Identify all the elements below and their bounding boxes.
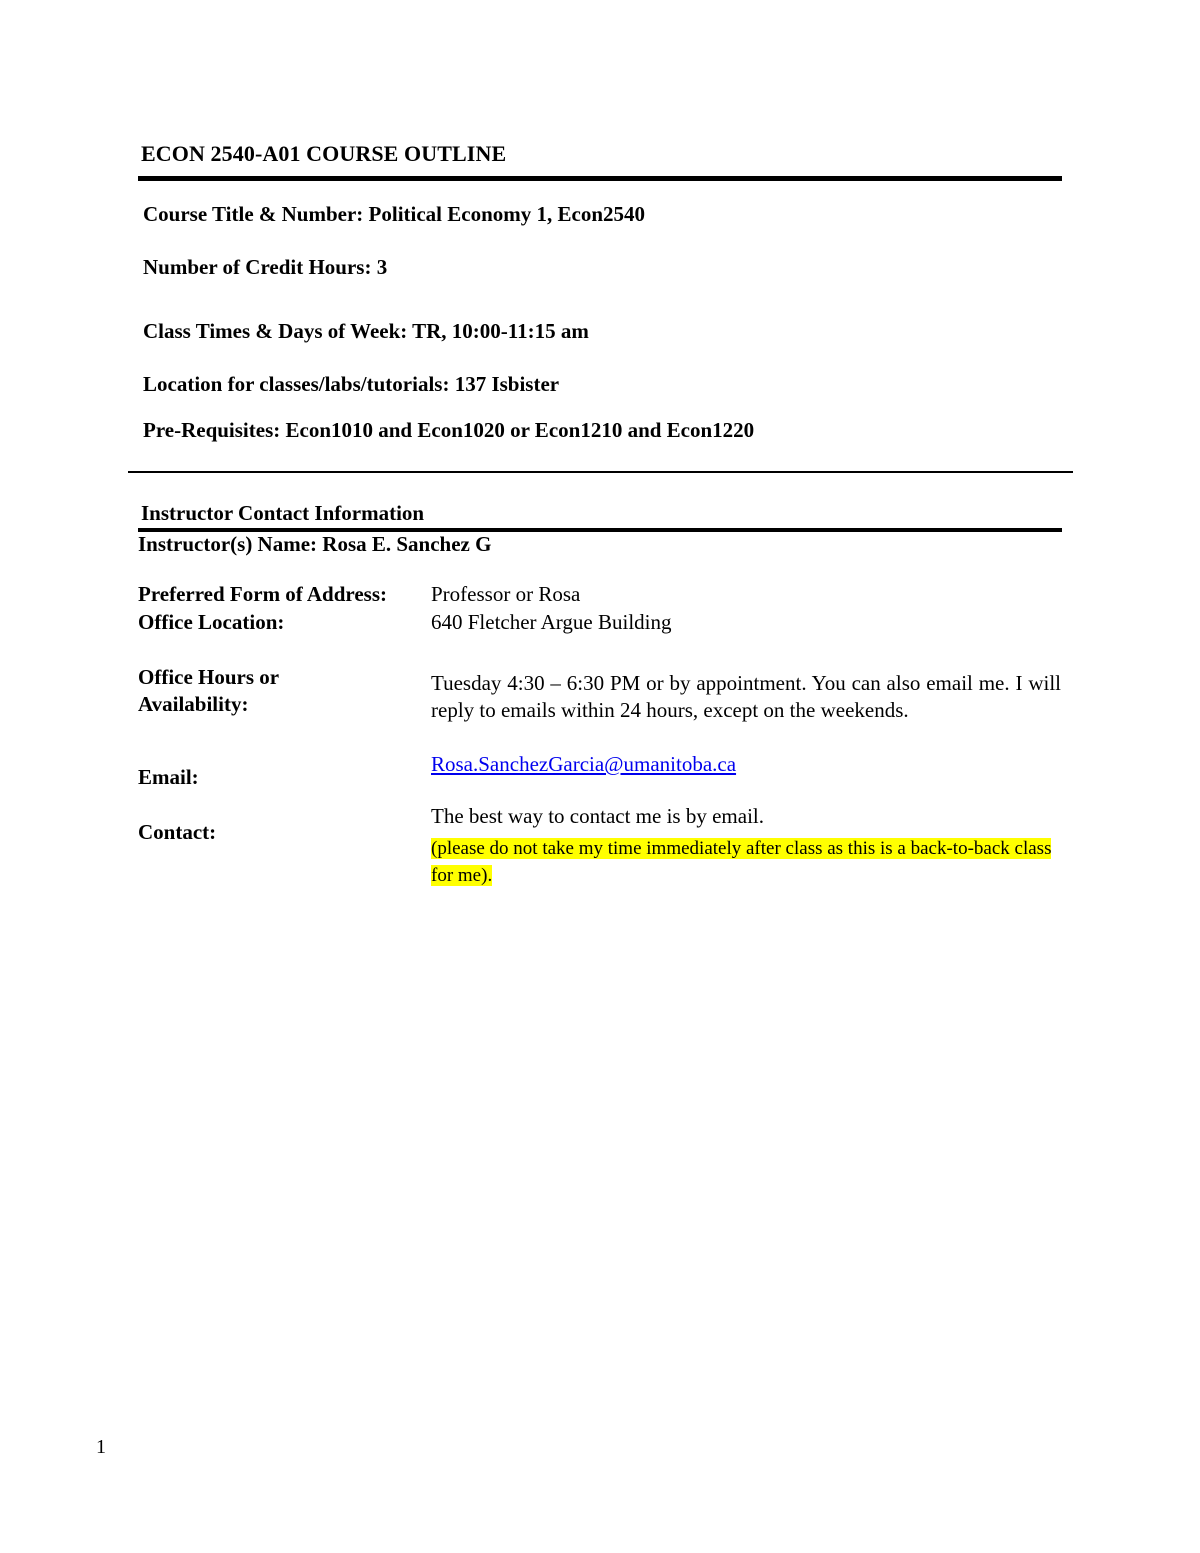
address-label: Preferred Form of Address: xyxy=(138,582,388,606)
email-label: Email: xyxy=(138,765,199,789)
course-title-line: Course Title & Number: Political Economy 1, Econ2540 xyxy=(143,202,646,226)
title-rule xyxy=(138,176,1062,181)
hours-label-line1: Office Hours or xyxy=(138,665,280,689)
hours-label-line2: Availability: xyxy=(138,692,249,716)
page-number: 1 xyxy=(96,1436,106,1458)
email-link[interactable]: Rosa.SanchezGarcia@umanitoba.ca xyxy=(431,752,737,776)
class-times-line: Class Times & Days of Week: TR, 10:00-11:15 am xyxy=(143,319,589,343)
address-value: Professor or Rosa xyxy=(431,582,581,606)
office-label: Office Location: xyxy=(138,610,285,634)
contact-label: Contact: xyxy=(138,820,217,844)
contact-note xyxy=(431,835,1056,889)
credit-hours-line: Number of Credit Hours: 3 xyxy=(143,255,388,279)
document-title: ECON 2540-A01 COURSE OUTLINE xyxy=(141,141,507,166)
hours-value: Tuesday 4:30 – 6:30 PM or by appointment. You can also email me. I will reply to emails within 24 hours, except on the weekends. xyxy=(431,671,1061,722)
instructor-section-heading: Instructor Contact Information xyxy=(141,501,425,525)
instructor-name-line: Instructor(s) Name: Rosa E. Sanchez G xyxy=(138,532,492,556)
section-divider xyxy=(128,471,1073,473)
email-value[interactable] xyxy=(431,751,736,778)
contact-value: The best way to contact me is by email. xyxy=(431,804,764,828)
prerequisites-line: Pre-Requisites: Econ1010 and Econ1020 or Econ1210 and Econ1220 xyxy=(143,418,755,442)
location-line: Location for classes/labs/tutorials: 137 Isbister xyxy=(143,372,560,396)
office-value: 640 Fletcher Argue Building xyxy=(431,610,672,634)
contact-note-text: (please do not take my time immediately after class as this is a back-to-back class for me). xyxy=(431,838,1052,886)
